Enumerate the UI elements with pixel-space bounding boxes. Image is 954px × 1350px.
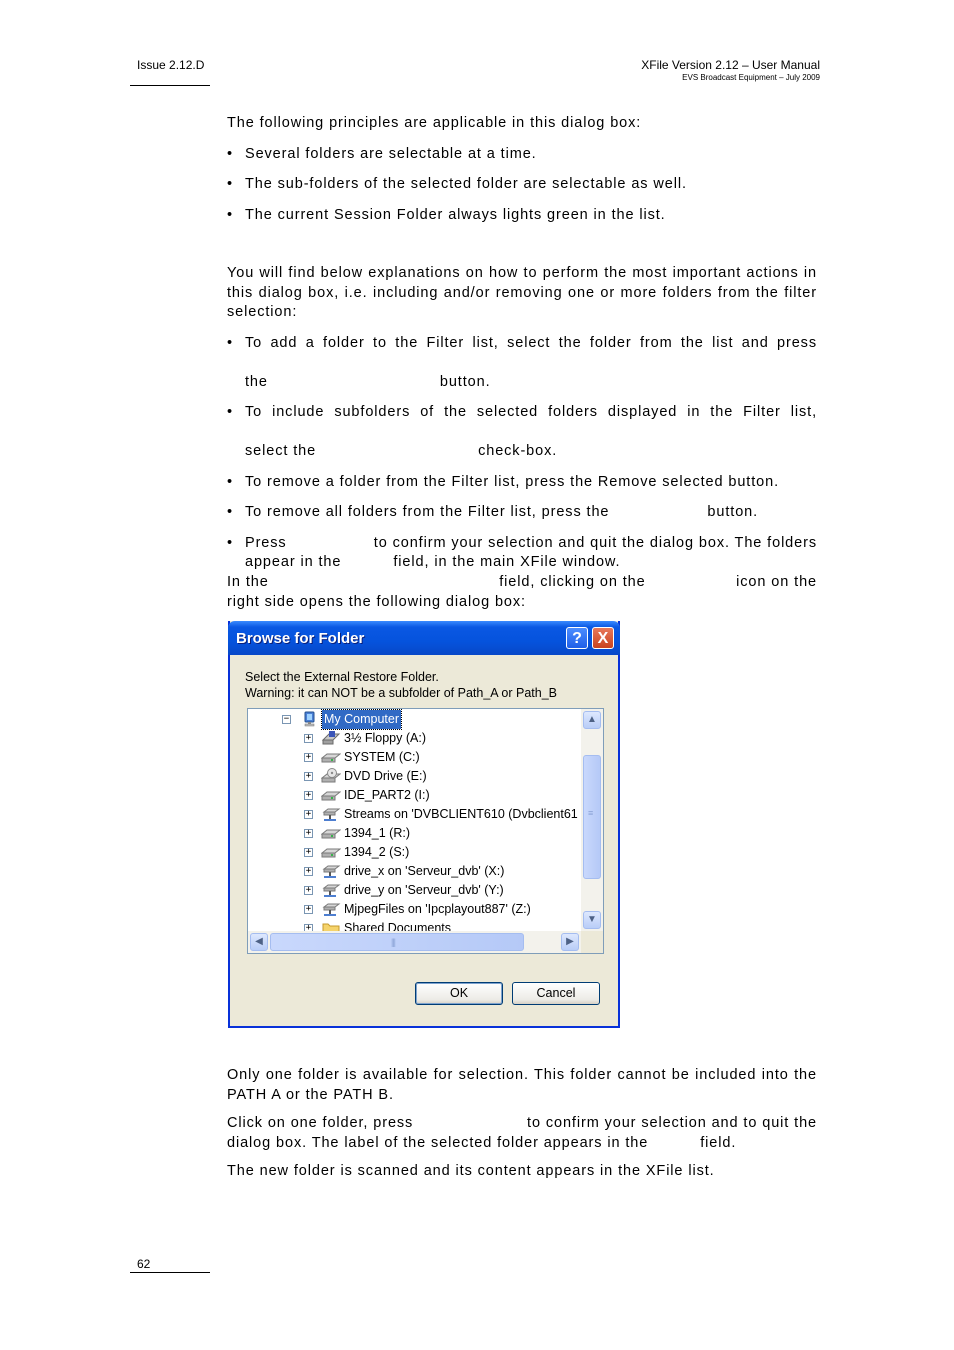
tree-item-label: Shared Documents	[344, 921, 452, 931]
restore-folder-notes	[227, 1066, 817, 1182]
tree-item-my-computer[interactable]	[248, 710, 581, 729]
folder-tree[interactable]	[247, 708, 604, 954]
list-item: • The sub-folders of the selected folder are selectable as well.	[227, 175, 817, 195]
list-item: • To include subfolders of the selected folders displayed in the Filter list, select the check-box.	[227, 403, 817, 462]
principles-intro: The following principles are applicable in this dialog box:	[227, 115, 642, 131]
expand-icon[interactable]: +	[305, 790, 312, 800]
list-item: • To add a folder to the Filter list, select the folder from the list and press the button.	[227, 334, 817, 393]
network-drive-icon	[321, 901, 341, 917]
restore-folder-intro: In the field, clicking on the icon on the right side opens the following dialog box:	[227, 574, 817, 610]
list-item: • The current Session Folder always lights green in the list.	[227, 206, 817, 226]
network-drive-icon	[321, 863, 341, 879]
tree-item-label: 1394_2 (S:)	[344, 845, 410, 859]
tree-item-label: DVD Drive (E:)	[344, 769, 427, 783]
page-number: 62	[137, 1257, 151, 1271]
browse-for-folder-dialog	[228, 621, 620, 1028]
horizontal-scroll-thumb[interactable]: |||	[270, 933, 524, 951]
network-drive-icon	[321, 806, 341, 822]
hard-drive-icon	[321, 844, 341, 860]
expand-icon[interactable]: +	[305, 904, 312, 914]
scroll-down-icon[interactable]: ▼	[583, 911, 601, 929]
scrollbar-corner	[581, 931, 603, 953]
ok-button[interactable]: OK	[415, 982, 503, 1005]
list-item: • To remove a folder from the Filter list, press the Remove selected button.	[227, 473, 817, 493]
scroll-right-icon[interactable]: ▶	[561, 933, 579, 951]
vertical-scroll-thumb[interactable]: ≡	[583, 755, 601, 879]
scroll-up-icon[interactable]: ▲	[583, 711, 601, 729]
selection-note: Only one folder is available for selection. This folder cannot be included into the PATH A or the PATH B.	[227, 1067, 817, 1103]
confirm-note: Click on one folder, press to confirm your selection and to quit the dialog box. The label of the selected folder appears in the field.	[227, 1115, 817, 1151]
expand-icon[interactable]: +	[305, 809, 312, 819]
close-button[interactable]: X	[592, 627, 614, 649]
expand-icon[interactable]: +	[305, 847, 312, 857]
manual-title: XFile Version 2.12 – User Manual	[641, 58, 820, 72]
floppy-drive-icon	[321, 730, 341, 746]
tree-item-label: Streams on 'DVBCLIENT610 (Dvbclient61	[344, 807, 578, 821]
network-drive-icon	[321, 882, 341, 898]
collapse-icon[interactable]: −	[283, 714, 290, 724]
folder-tree-items	[248, 709, 581, 931]
tree-item-label: MjpegFiles on 'Ipcplayout887' (Z:)	[344, 902, 531, 916]
scan-note: The new folder is scanned and its content appears in the XFile list.	[227, 1163, 715, 1179]
tree-item-label: SYSTEM (C:)	[344, 750, 420, 764]
expand-icon[interactable]: +	[305, 733, 312, 743]
tree-item-label: drive_x on 'Serveur_dvb' (X:)	[344, 864, 505, 878]
expand-icon[interactable]: +	[305, 923, 312, 931]
tree-item-label: My Computer	[322, 710, 401, 729]
expand-icon[interactable]: +	[305, 866, 312, 876]
actions-list	[227, 334, 817, 573]
list-item: • To remove all folders from the Filter list, press the button.	[227, 503, 817, 523]
list-item: • Press to confirm your selection and quit the dialog box. The folders appear in the field, in the main XFile window.	[227, 534, 817, 573]
principles-list	[227, 145, 817, 226]
computer-icon	[301, 711, 321, 727]
hard-drive-icon	[321, 749, 341, 765]
expand-icon[interactable]: +	[305, 885, 312, 895]
tree-item-label: 3½ Floppy (A:)	[344, 731, 426, 745]
horizontal-scrollbar[interactable]	[248, 931, 581, 953]
help-button[interactable]: ?	[566, 627, 588, 649]
issue-label: Issue 2.12.D	[137, 58, 205, 72]
manual-subtitle: EVS Broadcast Equipment – July 2009	[682, 73, 820, 82]
dialog-message: Select the External Restore Folder. Warning: it can NOT be a subfolder of Path_A or Path_B	[245, 670, 557, 700]
actions-intro: You will find below explanations on how to perform the most important actions in this dialog box, i.e. including and/or removing one or more folders from the filter selection:	[227, 265, 817, 320]
footer-rule	[130, 1272, 210, 1273]
list-item: • Several folders are selectable at a time.	[227, 145, 817, 165]
vertical-scrollbar[interactable]	[581, 709, 603, 931]
expand-icon[interactable]: +	[305, 771, 312, 781]
cancel-button[interactable]: Cancel	[512, 982, 600, 1005]
dvd-drive-icon	[321, 768, 341, 784]
expand-icon[interactable]: +	[305, 828, 312, 838]
hard-drive-icon	[321, 825, 341, 841]
hard-drive-icon	[321, 787, 341, 803]
dialog-title: Browse for Folder	[236, 630, 365, 647]
dialog-title-bar	[228, 621, 620, 655]
tree-item-label: drive_y on 'Serveur_dvb' (Y:)	[344, 883, 504, 897]
scroll-left-icon[interactable]: ◀	[250, 933, 268, 951]
actions-section	[227, 264, 817, 573]
header-rule	[130, 85, 210, 86]
tree-item-label: 1394_1 (R:)	[344, 826, 411, 840]
expand-icon[interactable]: +	[305, 752, 312, 762]
principles-section	[227, 114, 817, 225]
tree-item-label: IDE_PART2 (I:)	[344, 788, 430, 802]
header-title-block	[641, 58, 820, 82]
folder-icon	[321, 920, 341, 931]
